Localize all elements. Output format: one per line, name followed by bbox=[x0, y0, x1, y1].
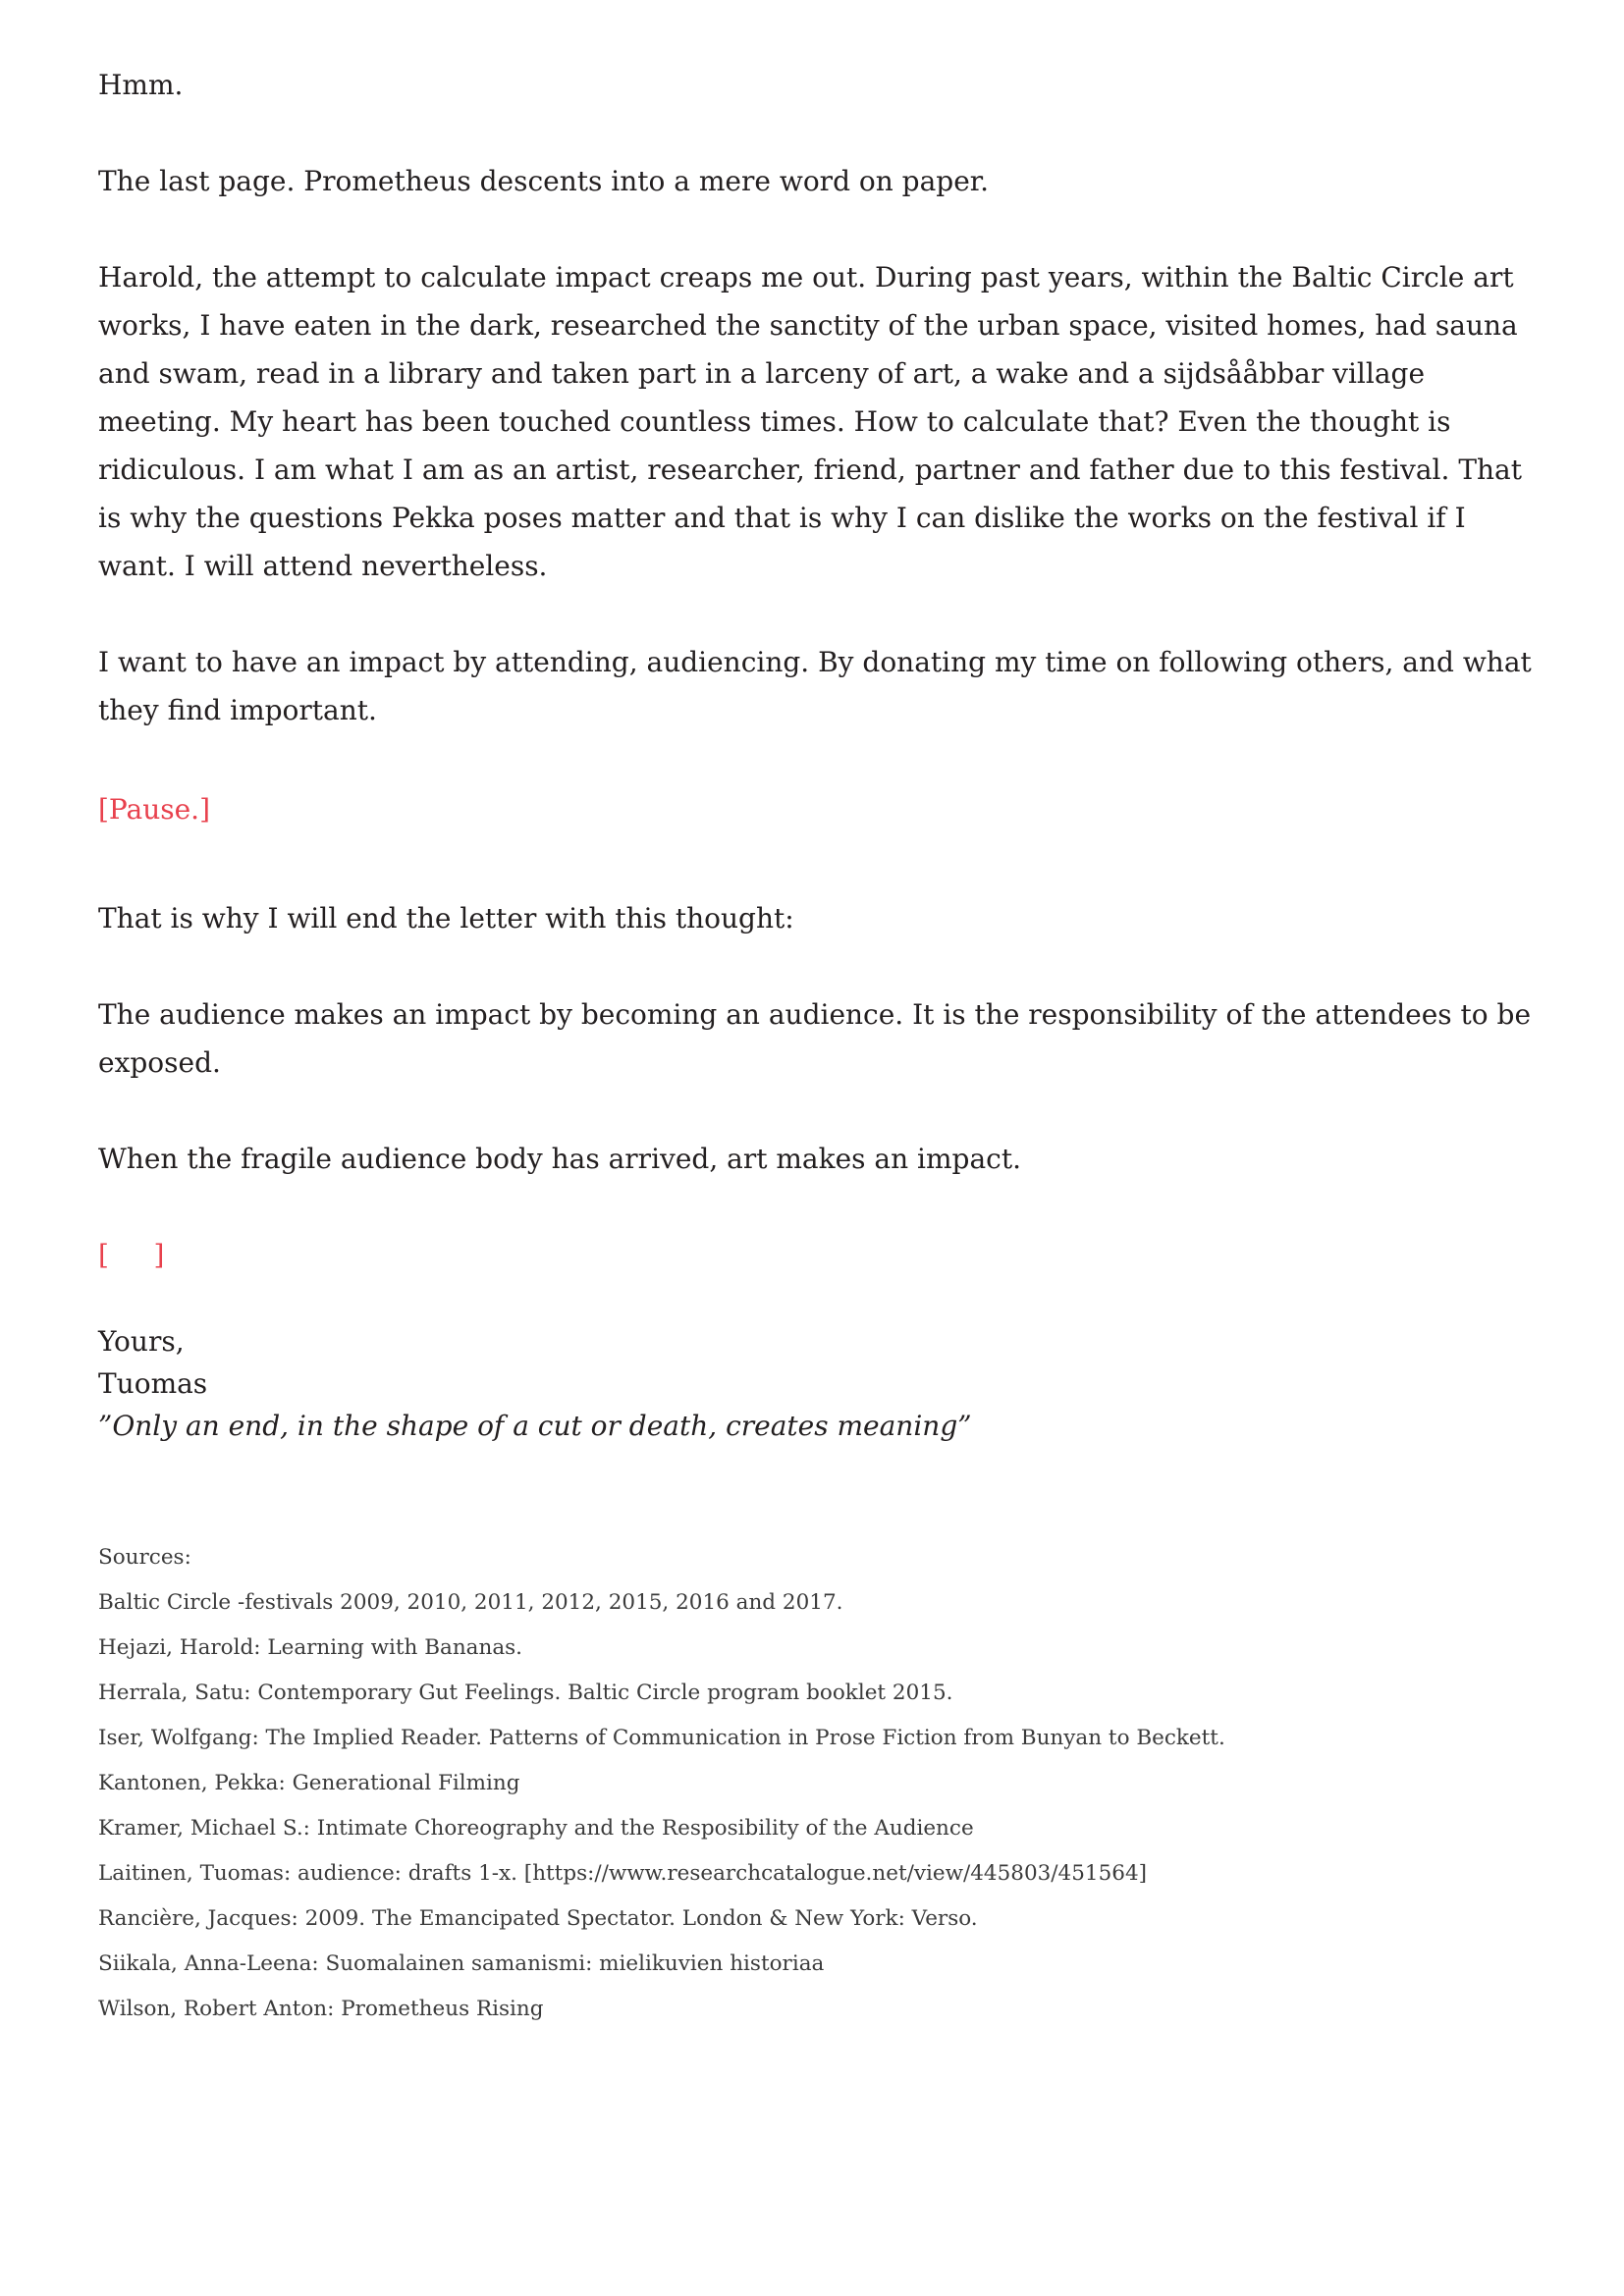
letter-body bbox=[98, 61, 1532, 1279]
source-item: Hejazi, Harold: Learning with Bananas. bbox=[98, 1634, 523, 1660]
paragraph-harold: Harold, the attempt to calculate impact creaps me out. During past years, within the Baltic Circle art works, I have eaten in the dark, researched the sanctity of the urban space, visited homes, had sauna and swam, read in a library and taken part in a larceny of art, a wake and a sijdsååbbar village meeting. My heart has been touched countless times. How to calculate that? Even the thought is ridiculous. I am what I am as an artist, researcher, friend, partner and father due to this festival. That is why the questions Pekka poses matter and that is why I can dislike the works on the festival if I want. I will attend nevertheless. bbox=[98, 261, 1522, 582]
source-item: Rancière, Jacques: 2009. The Emancipated Spectator. London & New York: Verso. bbox=[98, 1905, 978, 1931]
pause-marker: [Pause.] bbox=[98, 793, 210, 826]
paragraph-hmm: Hmm. bbox=[98, 69, 184, 101]
empty-bracket-marker: [ ] bbox=[98, 1239, 167, 1271]
source-item: Wilson, Robert Anton: Prometheus Rising bbox=[98, 1996, 544, 2021]
paragraph-impact: I want to have an impact by attending, audiencing. By donating my time on following others, and what they find important. bbox=[98, 646, 1532, 726]
paragraph-audience: The audience makes an impact by becoming an audience. It is the responsibility of the attendees to be exposed. bbox=[98, 998, 1532, 1079]
paragraph-fragile: When the fragile audience body has arrived, art makes an impact. bbox=[98, 1143, 1021, 1175]
source-item: Kramer, Michael S.: Intimate Choreography and the Resposibility of the Audience bbox=[98, 1815, 974, 1841]
source-item: Kantonen, Pekka: Generational Filming bbox=[98, 1770, 520, 1795]
closing-quote: ”Only an end, in the shape of a cut or death, creates meaning” bbox=[98, 1410, 972, 1442]
closing-yours: Yours, bbox=[98, 1325, 185, 1358]
source-item: Herrala, Satu: Contemporary Gut Feelings. Baltic Circle program booklet 2015. bbox=[98, 1680, 953, 1705]
sources-section bbox=[98, 1541, 1532, 2026]
source-item: Laitinen, Tuomas: audience: drafts 1-x. [https://www.researchcatalogue.net/view/445803/451564] bbox=[98, 1860, 1148, 1886]
sources-heading: Sources: bbox=[98, 1545, 191, 1570]
paragraph-last-page: The last page. Prometheus descents into a mere word on paper. bbox=[98, 165, 990, 197]
source-item: Iser, Wolfgang: The Implied Reader. Patterns of Communication in Prose Fiction from Bunyan to Beckett. bbox=[98, 1725, 1225, 1750]
source-item: Siikala, Anna-Leena: Suomalainen samanismi: mielikuvien historiaa bbox=[98, 1950, 825, 1976]
paragraph-thought-intro: That is why I will end the letter with this thought: bbox=[98, 902, 794, 934]
source-item: Baltic Circle -festivals 2009, 2010, 2011, 2012, 2015, 2016 and 2017. bbox=[98, 1589, 843, 1615]
letter-closing bbox=[98, 1324, 1532, 1443]
closing-name: Tuomas bbox=[98, 1367, 208, 1400]
